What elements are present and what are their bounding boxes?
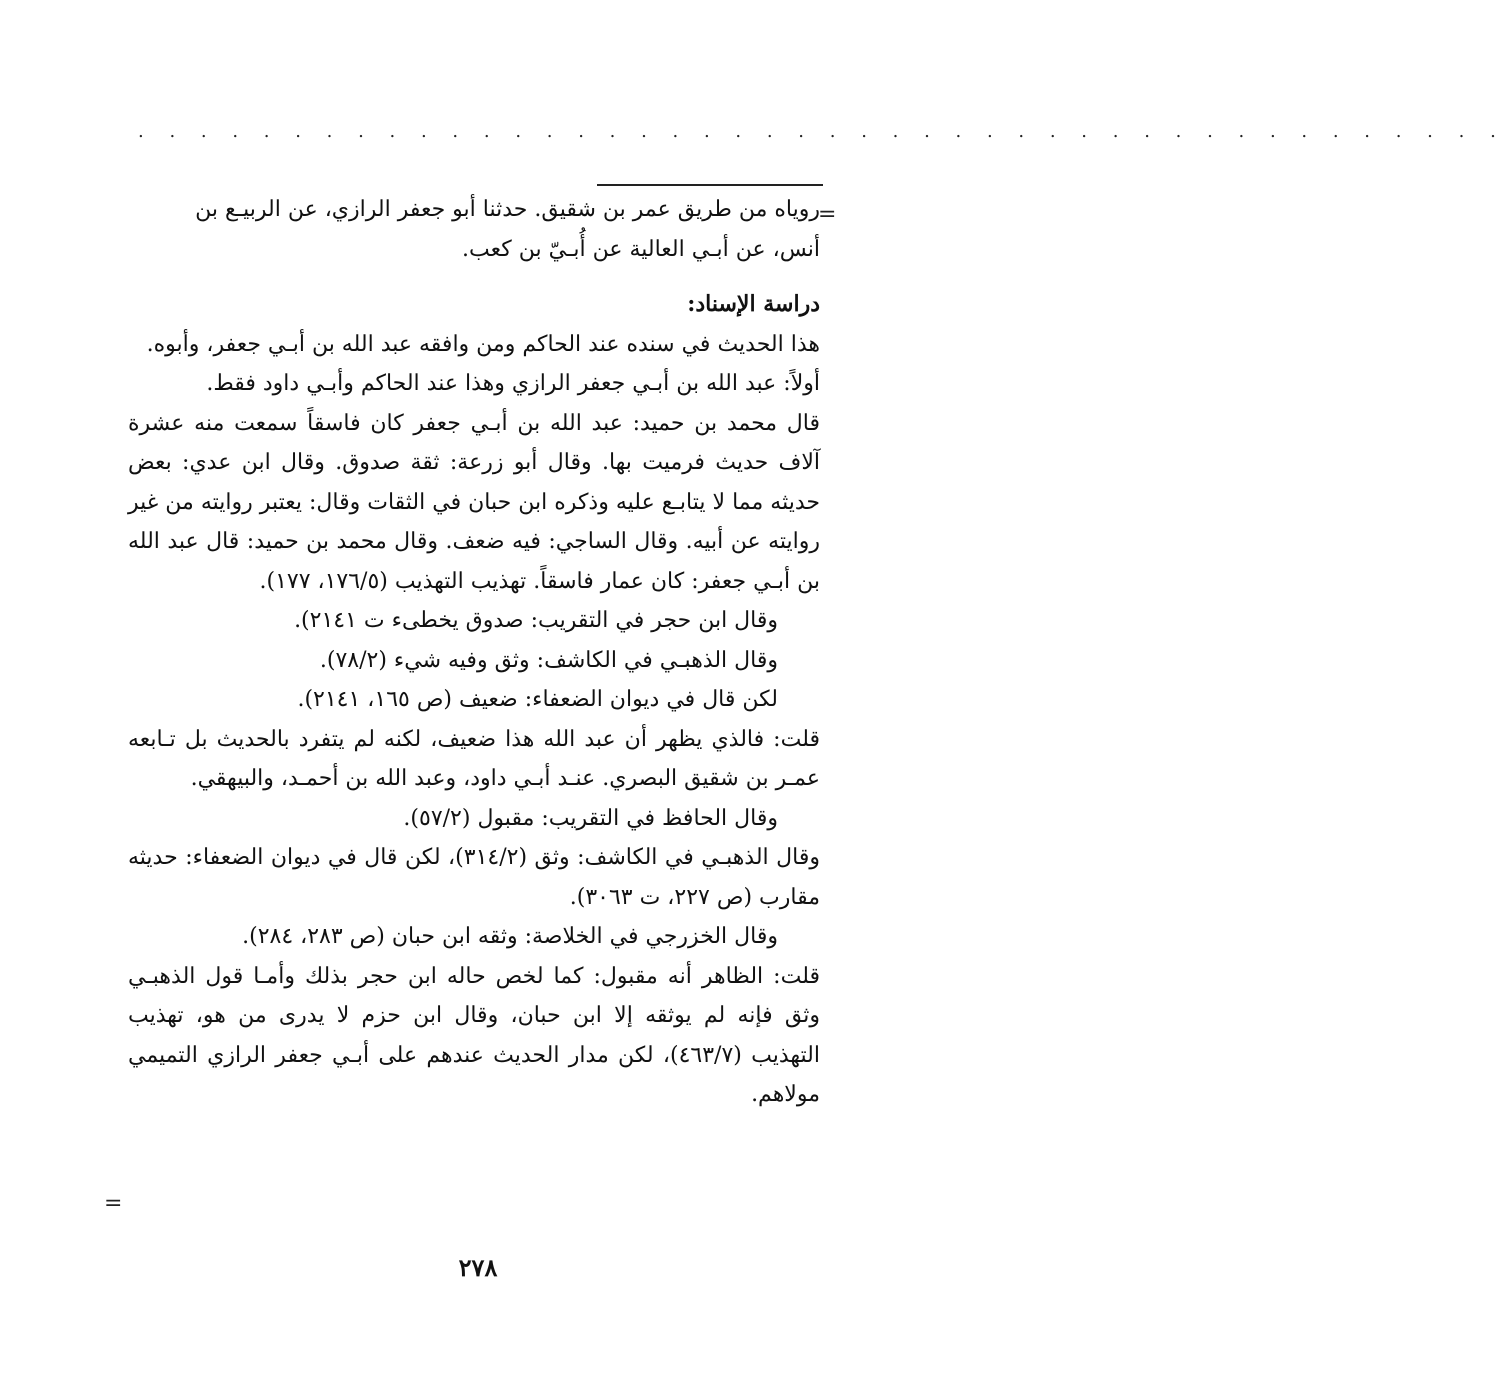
paragraph-5: وقال الذهبـي في الكاشف: وثق وفيه شيء (٧٨/٢). [319, 647, 778, 673]
footnote-block [128, 190, 820, 269]
continuation-marker-bottom: = [104, 1191, 123, 1216]
footnote-rule [597, 184, 823, 186]
paragraph-6: لكن قال في ديوان الضعفاء: ضعيف (ص ١٦٥، ٢١٤١). [297, 687, 778, 712]
paragraph-4: وقال ابن حجر في التقريب: صدوق يخطىء ت ٢١٤١). [294, 608, 778, 633]
section-heading: دراسة الإسناد: [687, 291, 820, 317]
main-text [128, 285, 820, 1115]
separator-dots: . . . . . . . . . . . . . . . . . . . . . . . . . . . . . . . . . . . . . . . . . . . . [138, 121, 1506, 142]
paragraph-7: قلت: فالذي يظهر أن عبد الله هذا ضعيف، لكنه لم يتفرد بالحديث بل تـابعه عمـر بن شقيق البصري. عنـد أبـي داود، وعبد الله بن أحمـد، والبيهقي. [128, 726, 820, 791]
continuation-marker-top: = [818, 202, 837, 227]
paragraph-1: هذا الحديث في سنده عند الحاكم ومن وافقه عبد الله بن أبـي جعفر، وأبوه. [146, 331, 820, 357]
paragraph-9: وقال الذهبـي في الكاشف: وثق (٣١٤/٢)، لكن قال في ديوان الضعفاء: حديثه مقارب (ص ٢٢٧، ت ٣٠٦٣). [128, 845, 821, 910]
page-number: ٢٧٨ [458, 1253, 498, 1282]
paragraph-11: قلت: الظاهر أنه مقبول: كما لخص حاله ابن حجر بذلك وأمـا قول الذهبـي وثق فإنه لم يوثقه إلا ابن حبان، وقال ابن حزم لا يدرى من هو، تهذيب التهذيب (٤٦٣/٧)، لكن مدار الحديث عندهم على أبـي جعفر الرازي التميمي مولاهم. [128, 963, 820, 1107]
paragraph-3: قال محمد بن حميد: عبد الله بن أبـي جعفر كان فاسقاً سمعت منه عشرة آلاف حديث فرميت بها. وقال أبو زرعة: ثقة صدوق. وقال ابن عدي: بعض حديثه مما لا يتابـع عليه وذكره ابن حبان في الثقات وقال: يعتبر روايته من غير روايته عن أبيه. وقال الساجي: فيه ضعف. وقال محمد بن حميد: قال عبد الله بن أبـي جعفر: كان عمار فاسقاً. تهذيب التهذيب (١٧٦/٥، ١٧٧). [128, 410, 820, 594]
paragraph-10: وقال الخزرجي في الخلاصة: وثقه ابن حبان (ص ٢٨٣، ٢٨٤). [242, 924, 778, 949]
footnote-line-1: روياه من طريق عمر بن شقيق. حدثنا أبو جعفر الرازي، عن الربيـع بن [195, 197, 820, 222]
paragraph-2: أولاً: عبد الله بن أبـي جعفر الرازي وهذا عند الحاكم وأبـي داود فقط. [206, 371, 820, 396]
footnote-line-2: أنس، عن أبـي العالية عن أُبـيّ بن كعب. [462, 236, 820, 262]
paragraph-8: وقال الحافظ في التقريب: مقبول (٥٧/٢). [403, 805, 778, 831]
